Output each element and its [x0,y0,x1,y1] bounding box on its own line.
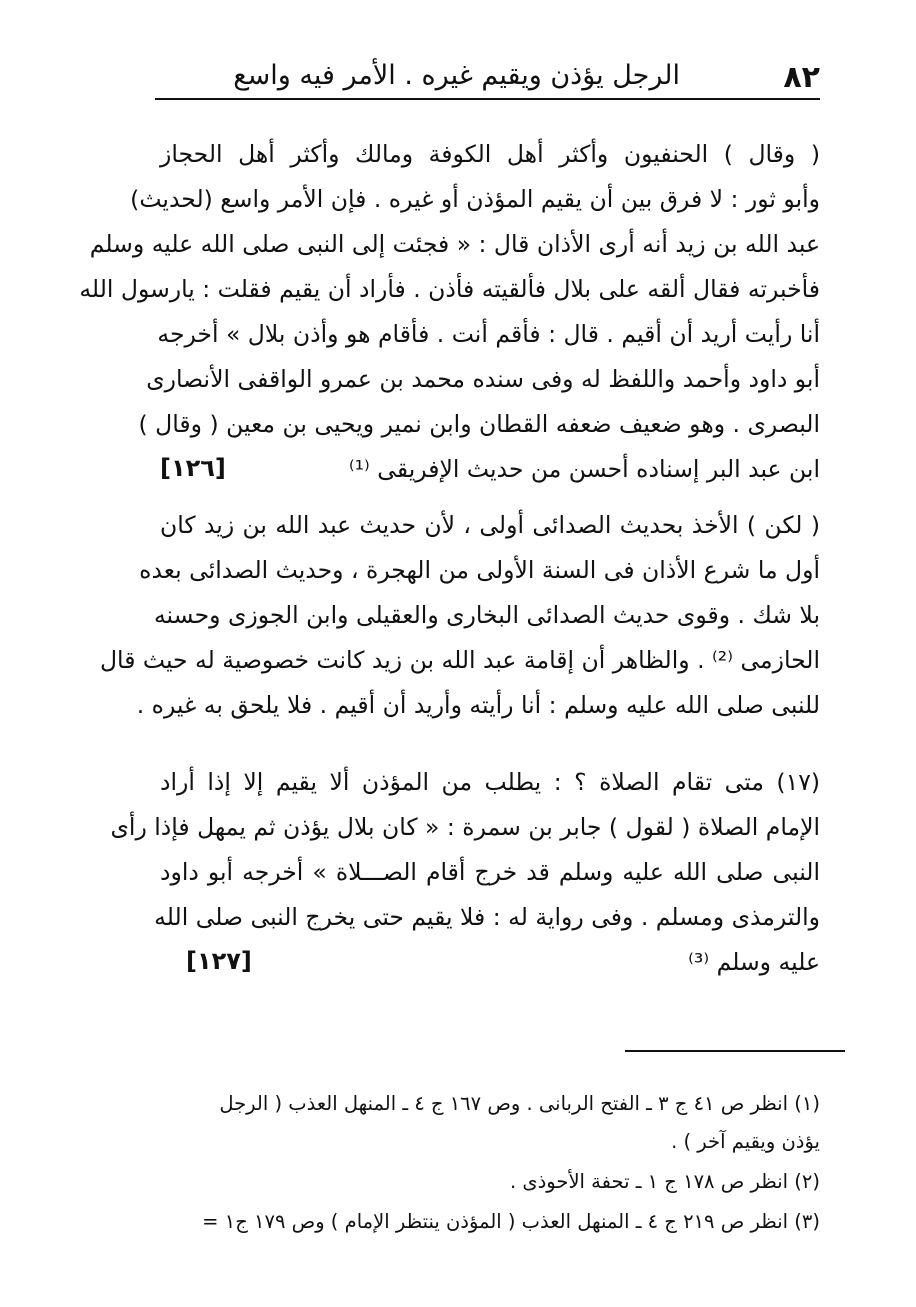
running-title: الرجل يؤذن ويقيم غيره . الأمر فيه واسع [233,60,680,91]
text-line: للنبى صلى الله عليه وسلم : أنا رأيته وأريد أن أقيم . فلا يلحق به غيره . [136,691,820,719]
text-line: وأبو ثور : لا فرق بين أن يقيم المؤذن أو غيره . فإن الأمر واسع (لحديث) [130,185,820,213]
text-line: ( وقال ) الحنفيون وأكثر أهل الكوفة ومالك وأكثر أهل الحجاز [160,140,820,168]
footnote-line: (١) انظر ص ٤١ ج ٣ ـ الفتح الربانى . وص ١٦٧ ج ٤ ـ المنهل العذب ( الرجل [219,1092,820,1115]
text-line: فأخبرته فقال ألقه على بلال فألقيته فأذن . فأراد أن يقيم فقلت : يارسول الله [79,275,820,303]
reference-number: [١٢٧] [186,947,252,975]
text-line: أبو داود وأحمد واللفظ له وفى سنده محمد بن عمرو الواقفى الأنصارى [146,365,820,393]
text-line: ( لكن ) الأخذ بحديث الصدائى أولى ، لأن حديث عبد الله بن زيد كان [160,511,820,539]
header-rule [155,98,820,100]
page-number: ٨٢ [783,60,820,95]
footnote-rule [625,1050,845,1052]
text-line: ابن عبد البر إسناده أحسن من حديث الإفريقى ⁽¹⁾ [348,455,820,483]
footnote-line: يؤذن ويقيم آخر ) . [671,1130,820,1153]
section-heading-line: (١٧) متى تقام الصلاة ؟ : يطلب من المؤذن ألا يقيم إلا إذا أراد [160,768,820,796]
text-line: الإمام الصلاة ( لقول ) جابر بن سمرة : « كان بلال يؤذن ثم يمهل فإذا رأى [110,813,820,841]
footnote-line: (٣) انظر ص ٢١٩ ج ٤ ـ المنهل العذب ( المؤذن ينتظر الإمام ) وص ١٧٩ ج١ = [202,1210,820,1233]
text-line: عبد الله بن زيد أنه أرى الأذان قال : « فجئت إلى النبى صلى الله عليه وسلم [89,230,820,258]
text-line: عليه وسلم ⁽³⁾ [688,948,820,976]
text-line: والترمذى ومسلم . وفى رواية له : فلا يقيم حتى يخرج النبى صلى الله [154,903,820,931]
reference-number: [١٢٦] [160,454,226,482]
text-line: البصرى . وهو ضعيف ضعفه القطان وابن نمير ويحيى بن معين ( وقال ) [138,410,820,438]
text-line: أنا رأيت أريد أن أقيم . قال : فأقم أنت . فأقام هو وأذن بلال » أخرجه [157,320,820,348]
text-line: بلا شك . وقوى حديث الصدائى البخارى والعقيلى وابن الجوزى وحسنه [153,601,820,629]
footnote-line: (٢) انظر ص ١٧٨ ج ١ ـ تحفة الأحوذى . [509,1170,820,1193]
text-line: الحازمى ⁽²⁾ . والظاهر أن إقامة عبد الله بن زيد كانت خصوصية له حيث قال [99,646,820,674]
page-header [155,60,820,100]
text-line: أول ما شرع الأذان فى السنة الأولى من الهجرة ، وحديث الصدائى بعده [139,556,820,584]
text-line: النبى صلى الله عليه وسلم قد خرج أقام الصـــلاة » أخرجه أبو داود [160,858,820,886]
